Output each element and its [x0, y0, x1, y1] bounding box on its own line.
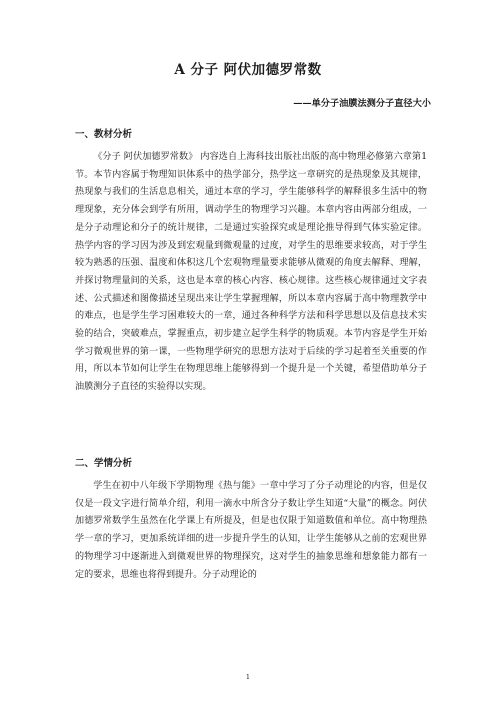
section-heading-student-analysis: 二、学情分析 — [75, 458, 133, 469]
section-paragraph-student-analysis: 学生在初中八年级下学期物理《热与能》一章中学习了分子动理论的内容，但是仅仅是一段文字进行简单介绍，利用一滴水中所含分子数让学生知道“大量”的概念。阿伏加德罗常数学生虽然在化学课上有所提及，但是也仅限于知道数值和单位。高中物理热学一章的学习，更加系统详细的进一步提升学生的认知，让学生能够从之前的宏观世界的物理学习中逐渐进入到微观世界的物理探究，这对学生的抽象思维和想象能力都有一定的要求，思维也将得到提升。分子动理论的 — [75, 481, 427, 580]
document-subtitle: ——单分子油膜法测分子直径大小 — [293, 98, 431, 109]
page-number: 1 — [245, 673, 251, 681]
section-paragraph-textbook-analysis: 《分子 阿伏加德罗常数》 内容选自上海科技出版社出版的高中物理必修第六章第1节。本节内容属于物理知识体系中的热学部分，热学这一章研究的是热现象及其规律，热现象与我们的生活息息相关，通过本章的学习，学生能够科学的解释很多生活中的物理现象，充分体会到学有所用，调动学生的物理学习兴趣。本章内容由两部分组成，一是分子动理论和分子的统计规律，二是通过实验探究或是理论推导得到气体实验定律。热学内容的学习因为涉及到宏观量到微观量的过度，对学生的思维要求较高，对于学生较为熟悉的压强、温度和体积这几个宏观物理量要求能够从微观的角度去解释、理解，并探讨物理量间的关系，这也是本章的核心内容、核心规律。这些核心规律通过文字表述、公式描述和图像描述呈现出来让学生掌握理解，所以本章内容属于高中物理教学中的难点，也是学生学习困难较大的一章，通过各种科学方法和科学思想以及信息技术实验的结合，突破难点，掌握重点，初步建立起学生科学的物质观。本节内容是学生开始学习微观世界的第一课，一些物理学研究的思想方法对于后续的学习起着至关重要的作用，所以本节如何让学生在物理思维上能够得到一个提升是一个关键，希望借助单分子油膜测分子直径的实验得以实现。 — [75, 152, 427, 393]
section-heading-textbook-analysis: 一、教材分析 — [75, 129, 133, 140]
document-title: A 分子 阿伏加德罗常数 — [174, 62, 322, 78]
